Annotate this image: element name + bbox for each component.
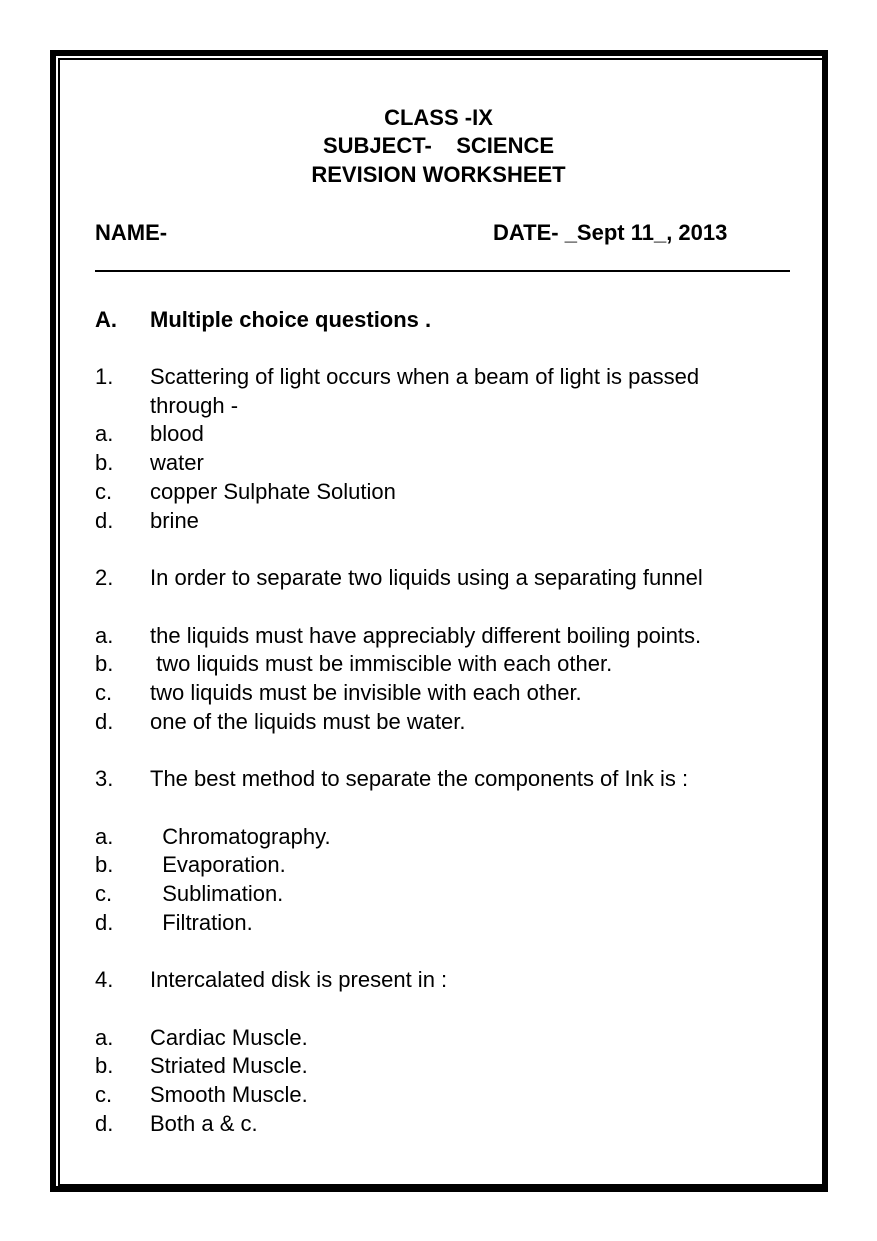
question-number: 1. <box>95 364 114 389</box>
date-label: DATE- _Sept 11_, 2013 <box>493 220 728 245</box>
option-text: Filtration. <box>150 909 253 935</box>
option-text: two liquids must be immiscible with each other. <box>150 651 613 677</box>
worksheet-title: REVISION WORKSHEET <box>311 162 566 187</box>
option-text: Smooth Muscle. <box>150 1081 308 1107</box>
option-text: Both a & c. <box>150 1110 258 1136</box>
option-text: two liquids must be invisible with each other. <box>150 679 582 705</box>
header-divider <box>95 270 790 272</box>
option-letter: b. <box>95 852 114 878</box>
option-letter: a. <box>95 622 114 648</box>
option-text: Striated Muscle. <box>150 1053 308 1079</box>
name-label: NAME- <box>95 220 168 245</box>
option-letter: c. <box>95 679 113 705</box>
option-text: Sublimation. <box>150 880 284 906</box>
option-text: copper Sulphate Solution <box>150 478 396 504</box>
question-text: through - <box>150 392 239 418</box>
option-text: the liquids must have appreciably different boiling points. <box>150 622 702 648</box>
question-text: Intercalated disk is present in : <box>150 967 448 992</box>
option-text: blood <box>150 421 204 447</box>
section-title: Multiple choice questions . <box>150 307 432 332</box>
question-number: 4. <box>95 967 114 992</box>
option-letter: b. <box>95 450 114 476</box>
option-letter: a. <box>95 1024 114 1050</box>
class-heading: CLASS -IX <box>384 105 493 130</box>
question-text: The best method to separate the components of Ink is : <box>150 766 689 791</box>
option-letter: a. <box>95 421 114 447</box>
option-letter: d. <box>95 507 114 533</box>
option-letter: d. <box>95 909 114 935</box>
option-text: Evaporation. <box>150 852 286 878</box>
section-letter: A. <box>95 307 117 332</box>
option-letter: d. <box>95 708 114 734</box>
option-letter: a. <box>95 823 114 849</box>
option-letter: b. <box>95 1053 114 1079</box>
option-text: Cardiac Muscle. <box>150 1024 308 1050</box>
option-letter: d. <box>95 1110 114 1136</box>
question-text: Scattering of light occurs when a beam of light is passed <box>150 364 700 389</box>
option-letter: c. <box>95 880 113 906</box>
option-text: Chromatography. <box>150 823 331 849</box>
option-text: brine <box>150 507 199 533</box>
option-text: one of the liquids must be water. <box>150 708 466 734</box>
subject-heading: SUBJECT- SCIENCE <box>322 133 555 158</box>
option-letter: c. <box>95 1081 113 1107</box>
option-letter: b. <box>95 651 114 677</box>
question-text: In order to separate two liquids using a separating funnel <box>150 565 703 590</box>
option-letter: c. <box>95 478 113 504</box>
question-number: 3. <box>95 766 114 791</box>
option-text: water <box>150 450 204 476</box>
question-number: 2. <box>95 565 114 590</box>
